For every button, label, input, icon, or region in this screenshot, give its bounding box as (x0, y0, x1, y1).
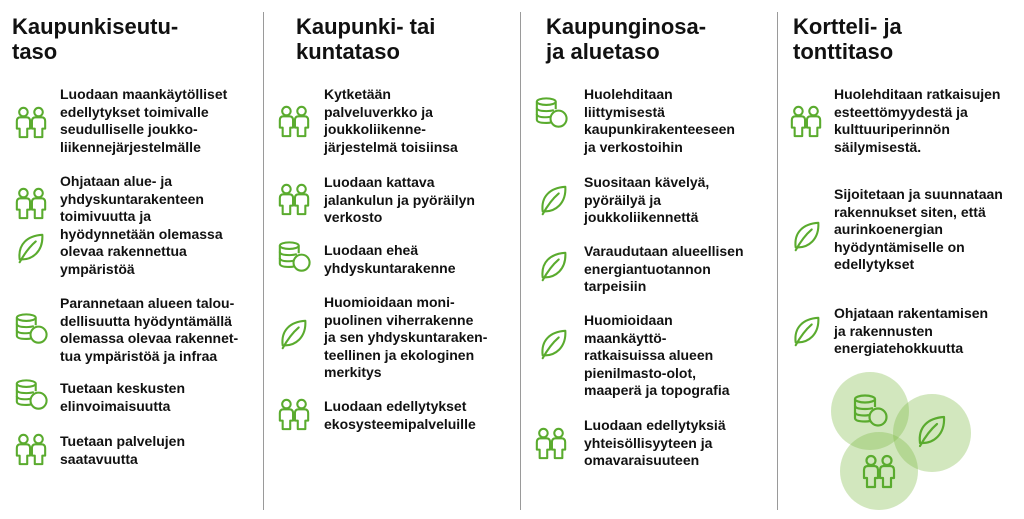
list-item: Kytketään palveluverkko ja joukkoliikenne- järjestelmä toisiinsa (324, 86, 458, 155)
leaf-icon (914, 414, 950, 450)
list-item: Huolehditaan ratkaisujen esteettömyydestä ja kulttuuriperinnön säilymisestä. (834, 86, 1001, 155)
list-item: Sijoitetaan ja suunnataan rakennukset siten, että aurinkoenergian hyödyntämiselle on edellytykset (834, 186, 1003, 273)
people-icon (534, 426, 568, 460)
list-item: Ohjataan alue- ja yhdyskuntarakenteen toimivuutta ja hyödynnetään olemassa olevaa rakennettua ympäristöä (60, 173, 223, 277)
column-title-kuntataso: Kaupunki- tai kuntataso (296, 14, 436, 64)
list-item: Huolehditaan liittymisestä kaupunkirakenteeseen ja verkostoihin (584, 86, 735, 155)
column-title-kaupunkiseututaso: Kaupunkiseutu- taso (12, 14, 179, 64)
coins-icon (14, 378, 48, 412)
column-title-aluetaso: Kaupunginosa- ja aluetaso (546, 14, 707, 64)
people-icon (14, 432, 48, 466)
leaf-icon (537, 184, 571, 218)
column-divider-1 (263, 12, 264, 510)
column-divider-2 (520, 12, 521, 510)
people-icon (14, 105, 48, 139)
people-icon (277, 104, 311, 138)
people-icon (277, 397, 311, 431)
leaf-icon (537, 328, 571, 362)
column-divider-3 (777, 12, 778, 510)
leaf-icon (537, 250, 571, 284)
leaf-icon (790, 315, 824, 349)
list-item: Luodaan maankäytölliset edellytykset toimivalle seudulliselle joukko- liikennejärjestelmälle (60, 86, 228, 155)
people-icon (277, 182, 311, 216)
list-item: Tuetaan palvelujen saatavuutta (60, 433, 185, 467)
list-item: Huomioidaan moni- puolinen viherrakenne ja sen yhdyskuntaraken- teellinen ja ekologinen merkitys (324, 294, 488, 381)
coins-icon (852, 393, 888, 429)
people-icon (861, 453, 897, 489)
coins-icon (14, 312, 48, 346)
people-icon (789, 104, 823, 138)
list-item: Tuetaan keskusten elinvoimaisuutta (60, 380, 186, 414)
leaf-icon (790, 220, 824, 254)
coins-icon (277, 240, 311, 274)
list-item: Ohjataan rakentamisen ja rakennusten energiatehokkuutta (834, 305, 989, 357)
list-item: Parannetaan alueen talou- dellisuutta hyödyntämällä olemassa olevaa rakennet- tua ympäristöä ja infraa (60, 295, 239, 364)
list-item: Luodaan edellytyksiä yhteisöllisyyteen ja omavaraisuuteen (584, 417, 726, 469)
leaf-icon (14, 232, 48, 266)
coins-icon (534, 96, 568, 130)
people-icon (14, 186, 48, 220)
list-item: Luodaan edellytykset ekosysteemipalveluille (324, 398, 476, 432)
column-title-tonttitaso: Kortteli- ja tonttitaso (793, 14, 902, 64)
leaf-icon (277, 318, 311, 352)
list-item: Luodaan kattava jalankulun ja pyöräilyn verkosto (324, 174, 475, 226)
list-item: Luodaan eheä yhdyskuntarakenne (324, 242, 456, 276)
list-item: Suositaan kävelyä, pyöräilyä ja joukkoliikennettä (584, 174, 710, 226)
list-item: Huomioidaan maankäyttö- ratkaisuissa alueen pienilmasto-olot, maaperä ja topografia (584, 312, 730, 399)
list-item: Varaudutaan alueellisen energiantuotannon tarpeisiin (584, 243, 744, 295)
